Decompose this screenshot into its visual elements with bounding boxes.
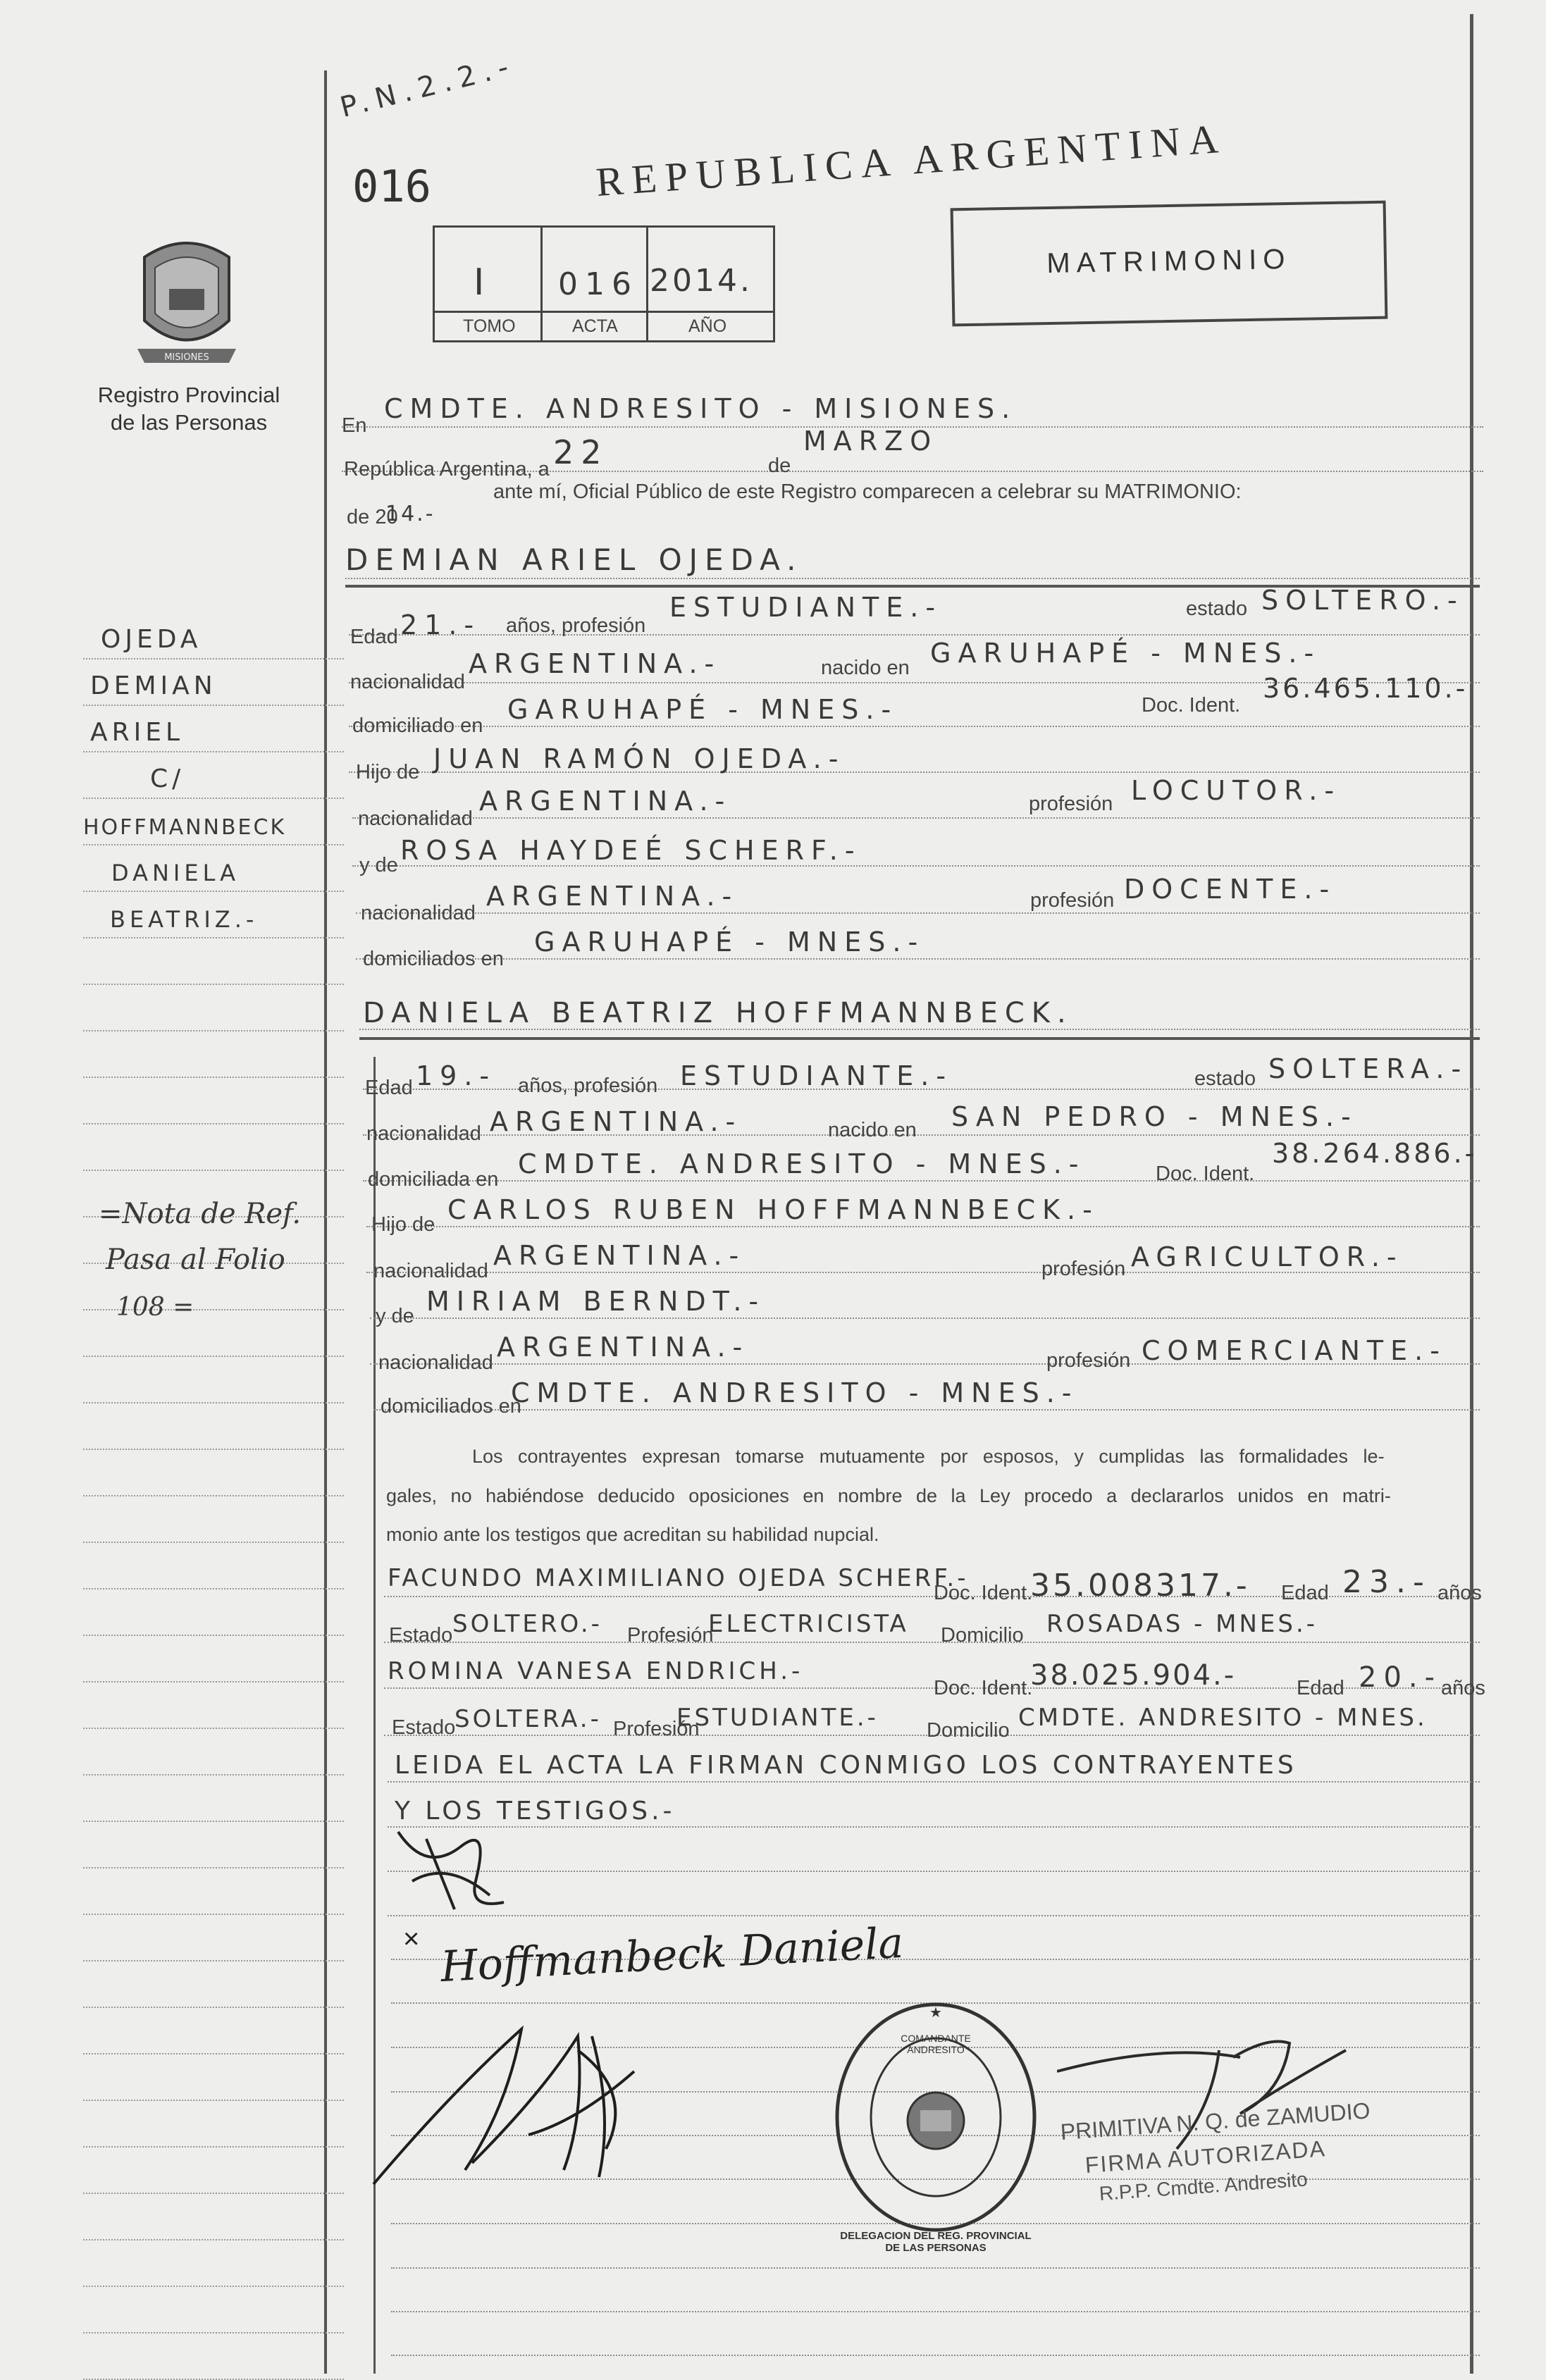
groom-father-prof: LOCUTOR.- — [1131, 775, 1342, 806]
bride-mother-prof-label: profesión — [1046, 1349, 1131, 1372]
margin-note-4: C/ — [150, 764, 185, 793]
declaration-line-3: monio ante los testigos que acreditan su habilidad nupcial. — [386, 1524, 879, 1545]
right-edge-rule — [1470, 14, 1473, 2374]
groom-nationality: ARGENTINA.- — [469, 648, 722, 679]
witness1-status: SOLTERO.- — [452, 1610, 602, 1638]
witness1-doc: 35.008317.- — [1030, 1568, 1250, 1604]
closing-line-1: LEIDA EL ACTA LA FIRMAN CONMIGO LOS CONTRAYENTES — [395, 1751, 1297, 1780]
tomo-value: I — [474, 261, 492, 304]
bride-parents-dom-label: domiciliados en — [381, 1395, 521, 1418]
groom-profession: ESTUDIANTE.- — [669, 592, 943, 623]
witness1-prof-label: Profesión — [627, 1624, 714, 1647]
witness2-age: 20.- — [1359, 1661, 1442, 1694]
de-label: de — [768, 454, 791, 477]
witness1-domicile: ROSADAS - MNES.- — [1046, 1610, 1318, 1638]
x-mark: × — [403, 1923, 420, 1954]
margin-note-5: HOFFMANNBECK — [83, 815, 287, 840]
groom-mother-prof-label: profesión — [1030, 889, 1115, 912]
bride-nat-label: nacionalidad — [366, 1122, 481, 1145]
bride-name: DANIELA BEATRIZ HOFFMANNBECK. — [363, 997, 1073, 1029]
groom-status: SOLTERO.- — [1261, 585, 1464, 616]
svg-text:MISIONES: MISIONES — [164, 352, 209, 363]
groom-dom-label: domiciliado en — [352, 714, 483, 737]
groom-mother-prof: DOCENTE.- — [1124, 874, 1337, 905]
bride-mother-nat: ARGENTINA.- — [497, 1332, 750, 1363]
bride-mother-prof: COMERCIANTE.- — [1142, 1335, 1447, 1366]
bride-status: SOLTERA.- — [1268, 1053, 1468, 1084]
groom-father-prof-label: profesión — [1029, 793, 1113, 815]
bride-mother-nat-label: nacionalidad — [378, 1351, 493, 1374]
groom-father: JUAN RAMÓN OJEDA.- — [433, 743, 846, 774]
bride-edad-label: Edad — [365, 1077, 413, 1099]
closing-line-2: Y LOS TESTIGOS.- — [395, 1797, 676, 1826]
witness1-dom-label: Domicilio — [941, 1624, 1024, 1647]
intro-month: MARZO — [803, 426, 939, 457]
act-number: 016 — [352, 161, 431, 212]
country-header: REPUBLICA ARGENTINA — [594, 115, 1228, 205]
bride-father: CARLOS RUBEN HOFFMANNBECK.- — [447, 1194, 1099, 1225]
bride-nacido-label: nacido en — [828, 1119, 917, 1141]
en-label: En — [342, 414, 367, 437]
acta-value: 016 — [558, 266, 638, 302]
witness2-name: ROMINA VANESA ENDRICH.- — [388, 1657, 804, 1685]
witness-signatures — [366, 2008, 705, 2198]
witness1-anos-label: años — [1437, 1582, 1482, 1604]
groom-parents-domicile: GARUHAPÉ - MNES.- — [534, 926, 925, 957]
registry-emblem — [130, 236, 243, 370]
groom-domicile: GARUHAPÉ - MNES.- — [507, 694, 898, 725]
groom-age: 21.- — [400, 609, 481, 640]
witness2-status: SOLTERA.- — [454, 1705, 602, 1733]
witness2-doc: 38.025.904.- — [1030, 1659, 1237, 1692]
act-type: MATRIMONIO — [1046, 243, 1292, 280]
official-title: FIRMA AUTORIZADA — [1084, 2136, 1327, 2178]
witness2-estado-label: Estado — [392, 1716, 456, 1739]
bride-father-nat: ARGENTINA.- — [493, 1240, 746, 1271]
margin-note — [83, 613, 344, 2380]
margin-note-1: OJEDA — [101, 625, 202, 654]
svg-text:★: ★ — [929, 2005, 942, 2021]
ano-label: AÑO — [688, 316, 727, 336]
witness2-profession: ESTUDIANTE.- — [676, 1704, 879, 1732]
year-prefix: de 20 — [347, 506, 398, 528]
witness2-anos-label: años — [1441, 1677, 1485, 1699]
bride-age: 19.- — [416, 1060, 497, 1091]
intro-place: CMDTE. ANDRESITO - MISIONES. — [384, 393, 1018, 424]
bride-parents-domicile: CMDTE. ANDRESITO - MNES.- — [511, 1377, 1079, 1408]
witness1-profession: ELECTRICISTA — [708, 1610, 909, 1638]
official-name: PRIMITIVA N. Q. de ZAMUDIO — [1059, 2097, 1371, 2145]
bride-nationality: ARGENTINA.- — [490, 1106, 743, 1137]
bride-doc: 38.264.886.- — [1272, 1138, 1478, 1169]
witness1-estado-label: Estado — [389, 1624, 453, 1647]
official-office: R.P.P. Cmdte. Andresito — [1098, 2168, 1309, 2205]
bride-father-nat-label: nacionalidad — [373, 1260, 488, 1282]
groom-name: DEMIAN ARIEL OJEDA. — [345, 543, 803, 577]
groom-signature — [384, 1818, 525, 1923]
groom-father-nat-label: nacionalidad — [358, 807, 473, 830]
declaration-line-2: gales, no habiéndose deducido oposiciones en nombre de la Ley procedo a declararlos unidos en matri- — [386, 1485, 1391, 1506]
act-type-box — [951, 201, 1388, 327]
ref-note-1: =Nota de Ref. — [99, 1198, 302, 1230]
groom-nat-label: nacionalidad — [350, 671, 465, 693]
groom-doc-label: Doc. Ident. — [1142, 694, 1241, 717]
bride-anos-label: años, profesión — [518, 1074, 658, 1097]
bride-father-prof-label: profesión — [1041, 1258, 1126, 1280]
id-grid — [433, 225, 775, 342]
bride-doc-label: Doc. Ident. — [1156, 1163, 1255, 1185]
witness2-edad-label: Edad — [1297, 1677, 1344, 1699]
witness1-doc-label: Doc. Ident. — [934, 1582, 1033, 1604]
groom-birthplace: GARUHAPÉ - MNES.- — [930, 638, 1321, 669]
groom-mother-nat: ARGENTINA.- — [486, 881, 739, 912]
groom-mother-nat-label: nacionalidad — [361, 902, 476, 924]
bride-dom-label: domiciliada en — [368, 1168, 499, 1191]
witness2-dom-label: Domicilio — [927, 1719, 1010, 1742]
bride-profession: ESTUDIANTE.- — [680, 1060, 953, 1091]
registry-seal-icon — [130, 236, 243, 370]
groom-mother: ROSA HAYDEÉ SCHERF.- — [400, 835, 862, 866]
groom-edad-label: Edad — [350, 626, 398, 648]
witness1-age: 23.- — [1342, 1564, 1431, 1600]
margin-note-6: DANIELA — [111, 860, 240, 886]
ano-value: 2014. — [650, 263, 753, 299]
witness2-prof-label: Profesión — [613, 1718, 700, 1740]
groom-nacido-label: nacido en — [821, 657, 910, 679]
groom-father-nat: ARGENTINA.- — [479, 786, 732, 817]
bride-hijo-label: Hijo de — [371, 1213, 435, 1236]
tomo-label: TOMO — [463, 316, 516, 336]
ref-note-3: 108 = — [116, 1293, 194, 1322]
groom-anos-label: años, profesión — [506, 614, 646, 637]
declaration-line-1: Los contrayentes expresan tomarse mutuamente por esposos, y cumplidas las formalidades le- — [472, 1446, 1385, 1467]
registry-name-2: de las Personas — [110, 410, 268, 435]
bride-domicile: CMDTE. ANDRESITO - MNES.- — [518, 1148, 1086, 1179]
witness2-doc-label: Doc. Ident. — [934, 1677, 1033, 1699]
stamp-ring-text: DELEGACION DEL REG. PROVINCIAL DE LAS PERSONAS — [840, 2230, 1032, 2254]
groom-y-de-label: y de — [359, 854, 398, 876]
witness1-name: FACUNDO MAXIMILIANO OJEDA SCHERF.- — [388, 1564, 969, 1592]
margin-note-7: BEATRIZ.- — [110, 906, 259, 933]
year-suffix: 14.- — [385, 502, 435, 526]
bride-birthplace: SAN PEDRO - MNES.- — [951, 1101, 1358, 1132]
bride-signature: Hoffmanbeck Daniela — [439, 1918, 905, 1992]
witness2-domicile: CMDTE. ANDRESITO - MNES. — [1018, 1704, 1428, 1732]
groom-estado-label: estado — [1186, 597, 1248, 620]
intro-sentence: ante mí, Oficial Público de este Registro comparecen a celebrar su MATRIMONIO: — [493, 481, 1242, 503]
bride-y-de-label: y de — [376, 1305, 414, 1327]
groom-hijo-label: Hijo de — [356, 761, 420, 783]
margin-note-3: ARIEL — [90, 718, 185, 747]
registry-name-1: Registro Provincial — [97, 383, 280, 407]
republica-label: República Argentina, a — [344, 458, 550, 481]
groom-parents-dom-label: domiciliados en — [363, 948, 504, 970]
witness1-edad-label: Edad — [1281, 1582, 1329, 1604]
intro-day: 22 — [553, 433, 609, 471]
groom-doc: 36.465.110.- — [1263, 673, 1468, 704]
bride-estado-label: estado — [1194, 1067, 1256, 1090]
bride-father-prof: AGRICULTOR.- — [1131, 1241, 1404, 1272]
stamp-inner-text: COMANDANTE ANDRESITO — [901, 2033, 971, 2055]
ref-note-2: Pasa al Folio — [106, 1244, 285, 1276]
page-ref: P.N.2.2.- — [337, 49, 519, 125]
margin-note-2: DEMIAN — [90, 671, 217, 700]
acta-label: ACTA — [572, 316, 618, 336]
bride-mother: MIRIAM BERNDT.- — [426, 1286, 766, 1317]
